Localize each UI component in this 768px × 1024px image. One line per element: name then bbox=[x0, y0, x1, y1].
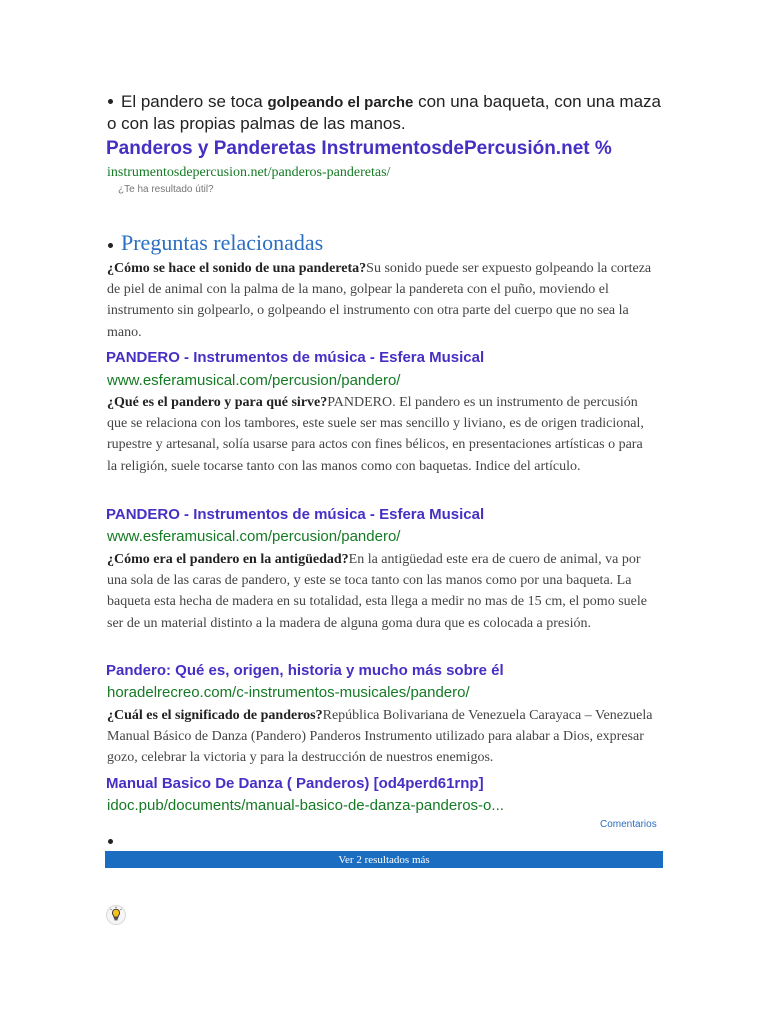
related-result-title[interactable]: PANDERO - Instrumentos de música - Esfera Musical bbox=[106, 506, 485, 523]
related-question[interactable]: ¿Cómo se hace el sonido de una pandereta? bbox=[107, 261, 367, 276]
related-answer-text: Su sonido puede ser expuesto golpeando la corteza de piel de animal con la palma de la mano, golpear la pandereta con el puño, moviendo el instrumento sin golpearlo, o golpeando el instrumento con otra parte del cuerpo que no sea la mano. bbox=[107, 261, 652, 340]
related-result-title[interactable]: Pandero: Qué es, origen, historia y mucho más sobre él bbox=[106, 662, 504, 679]
related-question[interactable]: ¿Cuál es el significado de panderos? bbox=[107, 708, 323, 723]
related-result-url[interactable]: idoc.pub/documents/manual-basico-de-danza-panderos-o... bbox=[107, 797, 504, 814]
related-answer bbox=[107, 705, 655, 769]
bullet-icon bbox=[108, 839, 113, 844]
bullet-icon bbox=[108, 243, 113, 248]
related-question[interactable]: ¿Qué es el pandero y para qué sirve? bbox=[107, 395, 328, 410]
related-answer-text: República Bolivariana de Venezuela Carayaca – Venezuela Manual Básico de Danza (Pandero) Panderos Instrumento utilizado para alabar a Dios, expresar gozo, celebrar la victoria y para la destrucción de nuestros enemigos. bbox=[107, 708, 653, 766]
comments-link[interactable]: Comentarios bbox=[600, 819, 657, 830]
more-results-button[interactable]: Ver 2 resultados más bbox=[105, 851, 663, 868]
related-result-url[interactable]: horadelrecreo.com/c-instrumentos-musicales/pandero/ bbox=[107, 684, 470, 701]
top-result-title[interactable]: Panderos y Panderetas InstrumentosdePercusión.net % bbox=[106, 138, 612, 159]
related-answer-text: En la antigüedad este era de cuero de animal, va por una sola de las caras de pandero, y este se toca tanto con las manos como por una baqueta. La baqueta esta hecha de madera en su totalidad, esta llega a medir no mas de 15 cm, el pomo suele ser de un material distinto a la madera de alguna goma dura que es colocada a presión. bbox=[107, 552, 647, 631]
useful-feedback[interactable]: ¿Te ha resultado útil? bbox=[118, 184, 214, 195]
related-result-title[interactable]: PANDERO - Instrumentos de música - Esfera Musical bbox=[106, 349, 485, 366]
lightbulb-icon[interactable] bbox=[106, 905, 126, 925]
related-result-url[interactable]: www.esferamusical.com/percusion/pandero/ bbox=[107, 372, 401, 389]
related-result-title[interactable]: Manual Basico De Danza ( Panderos) [od4perd61rnp] bbox=[106, 775, 484, 792]
intro-post: con una baqueta, con una maza o con las propias palmas de las manos. bbox=[107, 92, 661, 133]
intro-pre: El pandero se toca bbox=[121, 92, 268, 111]
related-question[interactable]: ¿Cómo era el pandero en la antigüedad? bbox=[107, 552, 349, 567]
intro-text bbox=[107, 91, 667, 134]
top-result-url[interactable]: instrumentosdepercusion.net/panderos-panderetas/ bbox=[107, 165, 391, 180]
related-answer bbox=[107, 392, 655, 477]
related-answer bbox=[107, 549, 655, 634]
related-answer-text: PANDERO. El pandero es un instrumento de percusión que se relaciona con los tambores, este suele ser mas sencillo y liviano, es de origen tradicional, rupestre y artesanal, solía usarse para actos con fines bélicos, en presentaciones artísticas o para la religión, suele tocarse tanto con las manos como con baquetas. Indice del artículo. bbox=[107, 395, 644, 474]
related-answer bbox=[107, 258, 655, 343]
intro-bold: golpeando el parche bbox=[267, 94, 414, 111]
related-result-url[interactable]: www.esferamusical.com/percusion/pandero/ bbox=[107, 528, 401, 545]
related-questions-heading: Preguntas relacionadas bbox=[121, 230, 324, 255]
